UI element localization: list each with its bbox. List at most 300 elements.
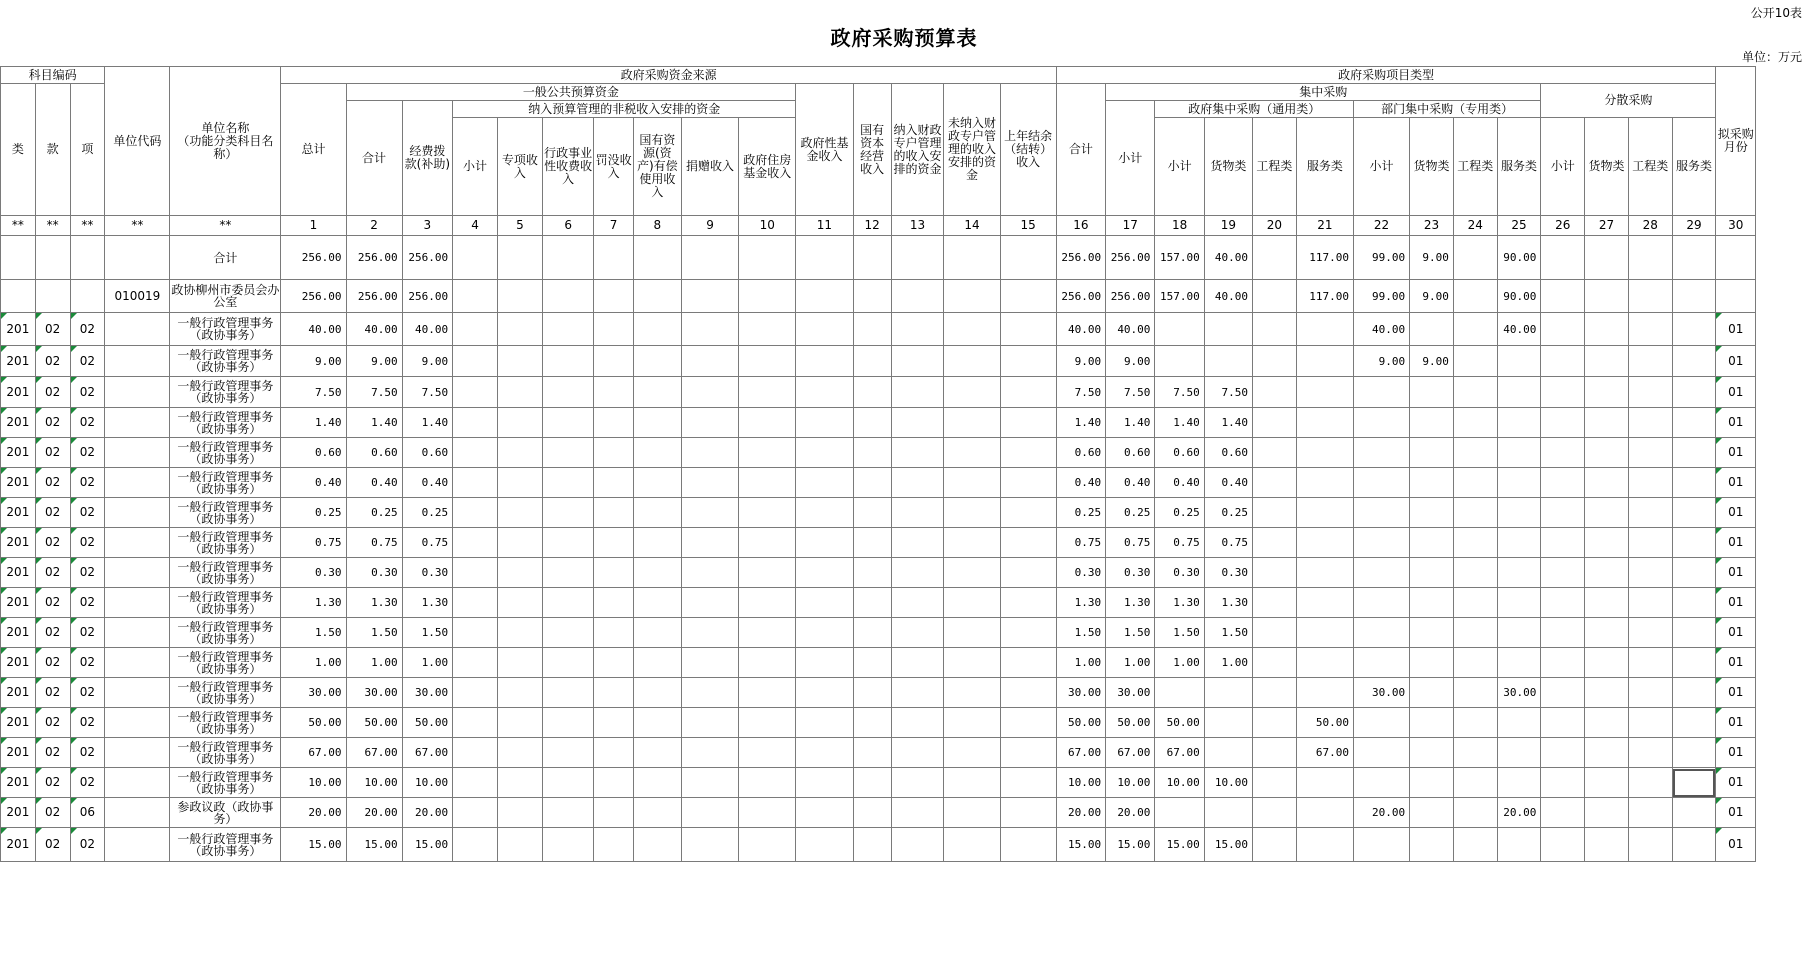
unit-name-cell[interactable]: 合计 [170,236,281,280]
value-cell[interactable]: 01 [1716,828,1756,862]
value-cell[interactable] [1410,828,1454,862]
unit-code-cell[interactable] [105,828,170,862]
value-cell[interactable] [1353,738,1409,768]
value-cell[interactable] [1585,798,1629,828]
value-cell[interactable] [633,798,681,828]
value-cell[interactable] [891,558,944,588]
value-cell[interactable] [1296,618,1353,648]
value-cell[interactable] [633,280,681,313]
value-cell[interactable]: 30.00 [281,678,346,708]
value-cell[interactable] [1204,678,1252,708]
value-cell[interactable] [633,528,681,558]
value-cell[interactable] [739,438,796,468]
value-cell[interactable] [739,678,796,708]
lei-cell[interactable]: 201 [1,346,36,377]
kuan-cell[interactable]: 02 [35,498,70,528]
unit-name-cell[interactable]: 参政议政（政协事务） [170,798,281,828]
kuan-cell[interactable]: 02 [35,678,70,708]
value-cell[interactable] [1453,280,1497,313]
xiang-cell[interactable]: 02 [70,528,105,558]
value-cell[interactable]: 256.00 [1056,280,1105,313]
value-cell[interactable] [542,438,594,468]
value-cell[interactable] [944,280,1000,313]
value-cell[interactable] [944,528,1000,558]
lei-cell[interactable]: 201 [1,828,36,862]
value-cell[interactable] [1000,498,1056,528]
value-cell[interactable] [1453,828,1497,862]
value-cell[interactable] [1296,768,1353,798]
value-cell[interactable] [1541,588,1585,618]
value-cell[interactable] [1585,678,1629,708]
value-cell[interactable] [739,377,796,408]
value-cell[interactable]: 9.00 [402,346,452,377]
value-cell[interactable] [891,280,944,313]
value-cell[interactable] [453,588,498,618]
value-cell[interactable] [1353,588,1409,618]
value-cell[interactable]: 0.75 [1056,528,1105,558]
value-cell[interactable]: 7.50 [346,377,402,408]
value-cell[interactable]: 15.00 [1155,828,1204,862]
value-cell[interactable] [853,558,891,588]
value-cell[interactable] [1253,708,1297,738]
value-cell[interactable]: 1.30 [1155,588,1204,618]
value-cell[interactable] [542,828,594,862]
value-cell[interactable] [1585,313,1629,346]
value-cell[interactable] [796,377,853,408]
value-cell[interactable] [1453,558,1497,588]
lei-cell[interactable]: 201 [1,648,36,678]
value-cell[interactable] [944,618,1000,648]
value-cell[interactable] [1000,236,1056,280]
value-cell[interactable] [1672,313,1716,346]
value-cell[interactable]: 01 [1716,528,1756,558]
value-cell[interactable] [1585,558,1629,588]
value-cell[interactable] [1628,708,1672,738]
xiang-cell[interactable]: 02 [70,768,105,798]
value-cell[interactable] [633,828,681,862]
value-cell[interactable] [1585,346,1629,377]
value-cell[interactable]: 1.00 [1204,648,1252,678]
value-cell[interactable]: 7.50 [1056,377,1105,408]
value-cell[interactable]: 01 [1716,558,1756,588]
kuan-cell[interactable]: 02 [35,346,70,377]
value-cell[interactable] [739,588,796,618]
value-cell[interactable] [1296,528,1353,558]
value-cell[interactable] [1410,313,1454,346]
value-cell[interactable] [1000,588,1056,618]
value-cell[interactable] [796,768,853,798]
value-cell[interactable] [944,738,1000,768]
value-cell[interactable]: 0.40 [346,468,402,498]
value-cell[interactable] [453,236,498,280]
value-cell[interactable] [1541,828,1585,862]
value-cell[interactable]: 157.00 [1155,236,1204,280]
value-cell[interactable] [1541,738,1585,768]
lei-cell[interactable]: 201 [1,408,36,438]
value-cell[interactable] [796,828,853,862]
value-cell[interactable] [796,588,853,618]
value-cell[interactable] [1253,618,1297,648]
value-cell[interactable] [1204,798,1252,828]
value-cell[interactable] [1296,377,1353,408]
value-cell[interactable] [944,828,1000,862]
value-cell[interactable] [1253,828,1297,862]
value-cell[interactable] [1000,618,1056,648]
value-cell[interactable] [453,678,498,708]
value-cell[interactable] [594,798,633,828]
value-cell[interactable] [453,528,498,558]
value-cell[interactable]: 99.00 [1353,280,1409,313]
value-cell[interactable]: 1.00 [1106,648,1155,678]
value-cell[interactable] [739,618,796,648]
value-cell[interactable] [796,678,853,708]
value-cell[interactable]: 1.40 [1155,408,1204,438]
value-cell[interactable]: 0.30 [1204,558,1252,588]
value-cell[interactable]: 117.00 [1296,280,1353,313]
value-cell[interactable] [1296,408,1353,438]
xiang-cell[interactable]: 02 [70,313,105,346]
value-cell[interactable]: 01 [1716,678,1756,708]
value-cell[interactable] [1497,498,1541,528]
value-cell[interactable] [1000,468,1056,498]
value-cell[interactable] [796,313,853,346]
value-cell[interactable] [944,798,1000,828]
value-cell[interactable] [542,558,594,588]
value-cell[interactable]: 99.00 [1353,236,1409,280]
value-cell[interactable] [594,236,633,280]
value-cell[interactable] [453,408,498,438]
value-cell[interactable] [1253,738,1297,768]
value-cell[interactable]: 0.30 [1106,558,1155,588]
value-cell[interactable] [1585,528,1629,558]
value-cell[interactable]: 1.30 [1204,588,1252,618]
value-cell[interactable]: 1.30 [1056,588,1105,618]
value-cell[interactable]: 01 [1716,618,1756,648]
value-cell[interactable] [1585,648,1629,678]
value-cell[interactable] [1296,313,1353,346]
value-cell[interactable] [1453,768,1497,798]
value-cell[interactable] [1296,558,1353,588]
value-cell[interactable] [1204,738,1252,768]
value-cell[interactable] [497,377,542,408]
value-cell[interactable] [681,377,738,408]
lei-cell[interactable] [1,236,36,280]
value-cell[interactable]: 01 [1716,768,1756,798]
value-cell[interactable]: 256.00 [281,236,346,280]
value-cell[interactable] [1353,828,1409,862]
value-cell[interactable] [739,558,796,588]
value-cell[interactable] [1497,768,1541,798]
value-cell[interactable] [1541,236,1585,280]
value-cell[interactable] [681,558,738,588]
unit-name-cell[interactable]: 一般行政管理事务（政协事务） [170,346,281,377]
unit-name-cell[interactable]: 一般行政管理事务（政协事务） [170,588,281,618]
unit-code-cell[interactable] [105,768,170,798]
value-cell[interactable]: 30.00 [346,678,402,708]
value-cell[interactable] [1628,768,1672,798]
value-cell[interactable] [1253,236,1297,280]
value-cell[interactable] [1453,498,1497,528]
value-cell[interactable]: 40.00 [1204,236,1252,280]
kuan-cell[interactable]: 02 [35,828,70,862]
xiang-cell[interactable]: 02 [70,468,105,498]
value-cell[interactable] [681,468,738,498]
value-cell[interactable] [1000,708,1056,738]
value-cell[interactable] [891,618,944,648]
value-cell[interactable] [1628,588,1672,618]
value-cell[interactable]: 10.00 [1204,768,1252,798]
value-cell[interactable]: 1.30 [402,588,452,618]
value-cell[interactable] [594,618,633,648]
value-cell[interactable] [681,313,738,346]
value-cell[interactable]: 01 [1716,498,1756,528]
value-cell[interactable] [633,377,681,408]
value-cell[interactable] [944,768,1000,798]
value-cell[interactable] [891,438,944,468]
value-cell[interactable]: 10.00 [1106,768,1155,798]
value-cell[interactable] [1672,236,1716,280]
unit-code-cell[interactable] [105,678,170,708]
value-cell[interactable] [594,438,633,468]
value-cell[interactable] [1155,346,1204,377]
value-cell[interactable]: 50.00 [1106,708,1155,738]
value-cell[interactable] [1541,280,1585,313]
value-cell[interactable] [594,738,633,768]
value-cell[interactable] [1585,236,1629,280]
value-cell[interactable] [1453,708,1497,738]
value-cell[interactable] [1672,768,1716,798]
value-cell[interactable] [1497,468,1541,498]
value-cell[interactable] [1204,313,1252,346]
value-cell[interactable] [1672,468,1716,498]
value-cell[interactable]: 15.00 [346,828,402,862]
value-cell[interactable]: 01 [1716,468,1756,498]
value-cell[interactable]: 50.00 [402,708,452,738]
value-cell[interactable] [853,528,891,558]
value-cell[interactable]: 30.00 [1353,678,1409,708]
value-cell[interactable]: 9.00 [1056,346,1105,377]
value-cell[interactable] [1628,528,1672,558]
value-cell[interactable] [1585,498,1629,528]
value-cell[interactable]: 0.60 [1204,438,1252,468]
value-cell[interactable] [891,828,944,862]
value-cell[interactable] [1000,798,1056,828]
value-cell[interactable] [944,648,1000,678]
value-cell[interactable] [1672,708,1716,738]
value-cell[interactable]: 01 [1716,346,1756,377]
value-cell[interactable] [853,468,891,498]
value-cell[interactable] [497,468,542,498]
value-cell[interactable] [1410,648,1454,678]
value-cell[interactable] [853,408,891,438]
value-cell[interactable] [1410,528,1454,558]
value-cell[interactable] [1410,468,1454,498]
value-cell[interactable] [1253,438,1297,468]
value-cell[interactable] [633,708,681,738]
value-cell[interactable] [944,708,1000,738]
value-cell[interactable] [1296,798,1353,828]
value-cell[interactable]: 7.50 [1155,377,1204,408]
value-cell[interactable]: 256.00 [346,280,402,313]
value-cell[interactable] [1497,438,1541,468]
value-cell[interactable] [1497,528,1541,558]
lei-cell[interactable]: 201 [1,558,36,588]
value-cell[interactable] [453,438,498,468]
unit-name-cell[interactable]: 一般行政管理事务（政协事务） [170,313,281,346]
value-cell[interactable]: 10.00 [281,768,346,798]
value-cell[interactable] [542,280,594,313]
value-cell[interactable] [796,236,853,280]
value-cell[interactable] [594,768,633,798]
value-cell[interactable]: 01 [1716,377,1756,408]
value-cell[interactable] [497,236,542,280]
xiang-cell[interactable]: 02 [70,408,105,438]
value-cell[interactable] [1353,618,1409,648]
value-cell[interactable]: 1.30 [281,588,346,618]
value-cell[interactable] [1497,408,1541,438]
xiang-cell[interactable]: 02 [70,648,105,678]
value-cell[interactable] [796,280,853,313]
value-cell[interactable] [739,648,796,678]
unit-name-cell[interactable]: 一般行政管理事务（政协事务） [170,768,281,798]
value-cell[interactable]: 01 [1716,798,1756,828]
lei-cell[interactable]: 201 [1,678,36,708]
value-cell[interactable] [1453,236,1497,280]
value-cell[interactable] [542,798,594,828]
value-cell[interactable] [1410,588,1454,618]
value-cell[interactable] [1353,468,1409,498]
value-cell[interactable] [796,708,853,738]
value-cell[interactable] [594,708,633,738]
unit-name-cell[interactable]: 一般行政管理事务（政协事务） [170,648,281,678]
unit-code-cell[interactable] [105,236,170,280]
value-cell[interactable]: 1.40 [346,408,402,438]
value-cell[interactable]: 0.40 [1106,468,1155,498]
value-cell[interactable] [681,498,738,528]
value-cell[interactable] [1628,798,1672,828]
value-cell[interactable]: 67.00 [1155,738,1204,768]
value-cell[interactable] [891,738,944,768]
value-cell[interactable] [1253,678,1297,708]
value-cell[interactable] [1541,346,1585,377]
value-cell[interactable] [1253,498,1297,528]
value-cell[interactable]: 1.50 [402,618,452,648]
unit-code-cell[interactable] [105,588,170,618]
value-cell[interactable]: 20.00 [402,798,452,828]
value-cell[interactable] [542,618,594,648]
value-cell[interactable] [453,346,498,377]
value-cell[interactable] [1628,498,1672,528]
value-cell[interactable] [1497,648,1541,678]
value-cell[interactable] [633,438,681,468]
value-cell[interactable]: 1.40 [281,408,346,438]
value-cell[interactable] [944,346,1000,377]
value-cell[interactable] [853,738,891,768]
value-cell[interactable] [453,377,498,408]
kuan-cell[interactable]: 02 [35,438,70,468]
value-cell[interactable] [853,828,891,862]
value-cell[interactable] [1585,828,1629,862]
value-cell[interactable] [1253,377,1297,408]
value-cell[interactable] [681,828,738,862]
value-cell[interactable] [891,708,944,738]
value-cell[interactable] [1353,408,1409,438]
kuan-cell[interactable]: 02 [35,768,70,798]
value-cell[interactable] [542,468,594,498]
value-cell[interactable] [1628,280,1672,313]
unit-code-cell[interactable] [105,528,170,558]
value-cell[interactable] [1410,558,1454,588]
value-cell[interactable] [633,236,681,280]
value-cell[interactable] [681,236,738,280]
value-cell[interactable] [1000,408,1056,438]
value-cell[interactable]: 0.60 [1155,438,1204,468]
value-cell[interactable] [1672,528,1716,558]
value-cell[interactable] [1497,346,1541,377]
unit-code-cell[interactable] [105,648,170,678]
value-cell[interactable]: 15.00 [1056,828,1105,862]
value-cell[interactable] [594,528,633,558]
value-cell[interactable] [633,738,681,768]
value-cell[interactable] [633,408,681,438]
value-cell[interactable] [1716,280,1756,313]
value-cell[interactable] [1253,588,1297,618]
value-cell[interactable] [1000,738,1056,768]
value-cell[interactable] [891,313,944,346]
value-cell[interactable] [1672,678,1716,708]
value-cell[interactable] [1497,618,1541,648]
value-cell[interactable] [497,828,542,862]
value-cell[interactable]: 20.00 [1353,798,1409,828]
value-cell[interactable] [1353,648,1409,678]
value-cell[interactable] [681,738,738,768]
unit-name-cell[interactable]: 一般行政管理事务（政协事务） [170,528,281,558]
kuan-cell[interactable] [35,236,70,280]
value-cell[interactable]: 0.30 [281,558,346,588]
unit-code-cell[interactable] [105,313,170,346]
value-cell[interactable] [1453,588,1497,618]
value-cell[interactable] [1453,377,1497,408]
kuan-cell[interactable]: 02 [35,798,70,828]
value-cell[interactable] [739,346,796,377]
value-cell[interactable] [1253,280,1297,313]
value-cell[interactable] [891,768,944,798]
value-cell[interactable]: 0.25 [1155,498,1204,528]
kuan-cell[interactable]: 02 [35,377,70,408]
value-cell[interactable] [1585,708,1629,738]
value-cell[interactable] [739,313,796,346]
value-cell[interactable] [497,648,542,678]
value-cell[interactable] [853,236,891,280]
value-cell[interactable]: 0.30 [1155,558,1204,588]
value-cell[interactable] [1000,558,1056,588]
value-cell[interactable] [633,313,681,346]
value-cell[interactable] [497,313,542,346]
kuan-cell[interactable]: 02 [35,408,70,438]
value-cell[interactable]: 40.00 [402,313,452,346]
value-cell[interactable] [1204,708,1252,738]
value-cell[interactable] [1296,468,1353,498]
value-cell[interactable] [681,438,738,468]
value-cell[interactable]: 90.00 [1497,236,1541,280]
value-cell[interactable]: 30.00 [402,678,452,708]
value-cell[interactable] [1253,798,1297,828]
value-cell[interactable] [1497,828,1541,862]
value-cell[interactable] [739,768,796,798]
value-cell[interactable] [891,468,944,498]
unit-name-cell[interactable]: 一般行政管理事务（政协事务） [170,408,281,438]
value-cell[interactable] [739,828,796,862]
